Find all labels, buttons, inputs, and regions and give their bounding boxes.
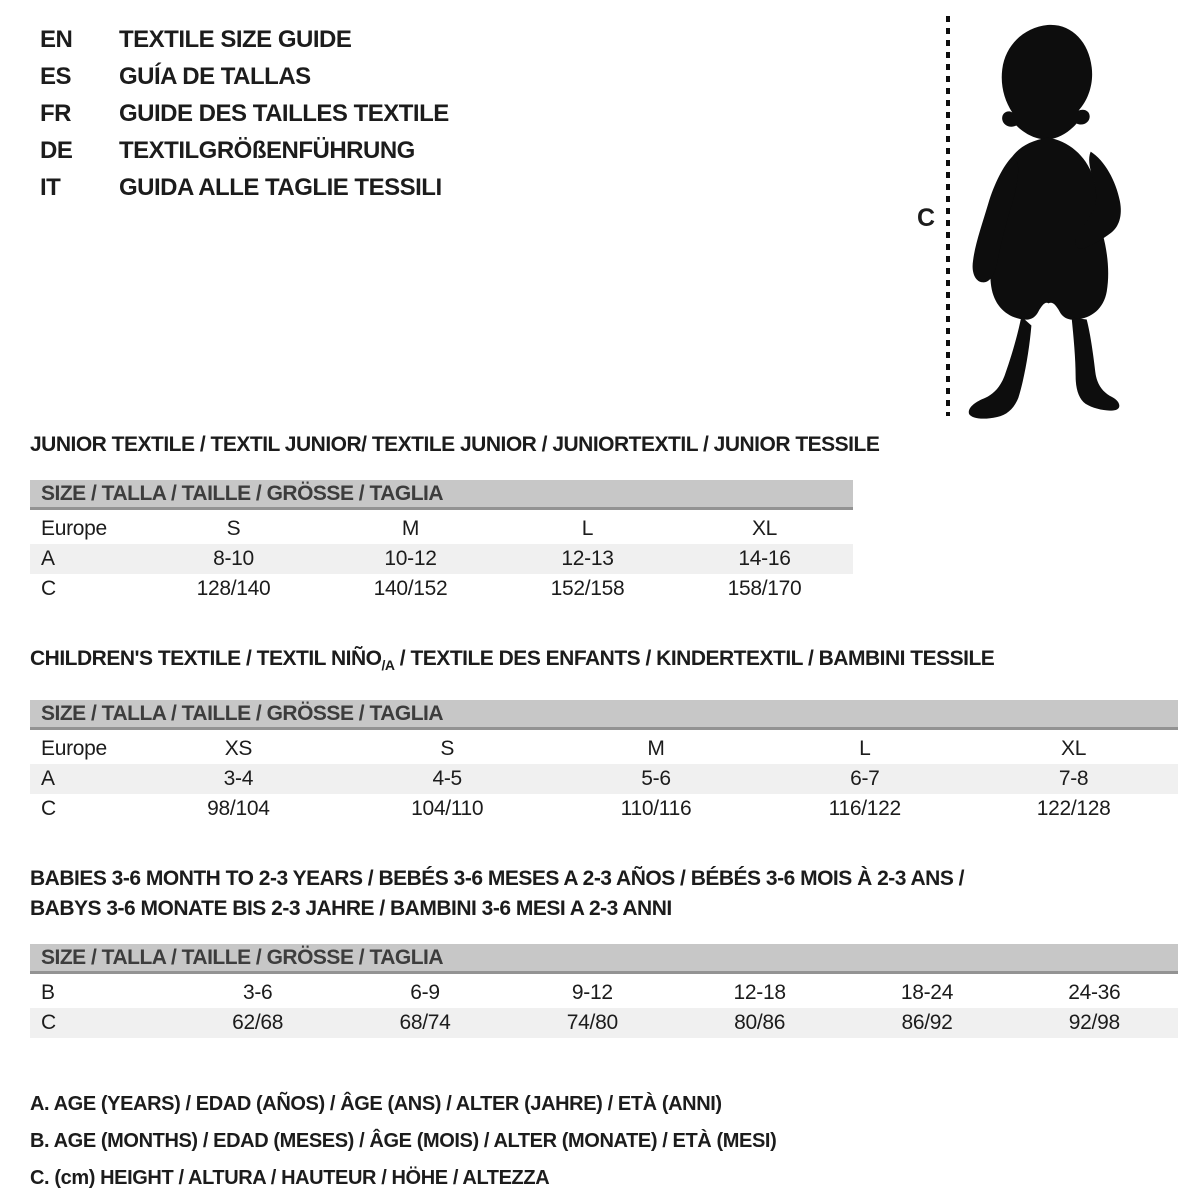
- size-value: S: [440, 737, 455, 761]
- section-title-text: JUNIOR TEXTILE / TEXTIL JUNIOR/ TEXTILE JUNIOR / JUNIORTEXTIL / JUNIOR TESSILE: [30, 433, 880, 456]
- language-row: [40, 63, 449, 100]
- size-value: 10-12: [384, 547, 437, 570]
- legend-line: B. AGE (MONTHS) / EDAD (MESES) / ÂGE (MOIS) / ALTER (MONATE) / ETÀ (MESI): [30, 1130, 777, 1153]
- size-table: [30, 514, 853, 604]
- language-code: EN: [40, 26, 73, 53]
- table-row: [30, 734, 1178, 764]
- size-value: L: [581, 517, 594, 540]
- row-label: A: [41, 767, 55, 791]
- size-value: 8-10: [213, 547, 254, 570]
- legend-line: C. (cm) HEIGHT / ALTURA / HAUTEUR / HÖHE / ALTEZZA: [30, 1167, 550, 1190]
- size-value: 12-13: [561, 547, 614, 570]
- size-value: 9-12: [571, 981, 613, 1005]
- height-figure: [880, 0, 1180, 432]
- size-value: 110/116: [620, 797, 692, 821]
- size-value: 80/86: [734, 1011, 786, 1035]
- section-title-line: [30, 864, 1178, 894]
- size-value: 3-4: [223, 767, 254, 791]
- language-row: [40, 174, 449, 211]
- size-value: 6-9: [410, 981, 440, 1005]
- size-value: 116/122: [828, 797, 901, 821]
- size-value: 12-18: [733, 981, 786, 1005]
- size-value: 14-16: [738, 547, 791, 570]
- language-code: ES: [40, 63, 72, 90]
- size-value: 74/80: [566, 1011, 618, 1035]
- row-label: A: [41, 547, 55, 570]
- size-section: [30, 864, 1178, 1038]
- size-section: [30, 430, 1178, 604]
- section-title-text: BABIES 3-6 MONTH TO 2-3 YEARS / BEBÉS 3-6 MESES A 2-3 AÑOS / BÉBÉS 3-6 MOIS À 2-3 ANS /: [30, 867, 965, 891]
- size-value: 62/68: [232, 1011, 284, 1035]
- section-title-text: / TEXTILE DES ENFANTS / KINDERTEXTIL / BAMBINI TESSILE: [394, 647, 995, 670]
- size-value: 158/170: [727, 577, 802, 600]
- size-value: S: [226, 517, 241, 540]
- size-value: 3-6: [242, 981, 273, 1005]
- size-value: M: [647, 737, 665, 761]
- table-row: [30, 764, 1178, 794]
- language-title: GUÍA DE TALLAS: [119, 63, 311, 90]
- table-row: [30, 544, 853, 574]
- legend: [30, 1086, 1178, 1197]
- size-value: 86/92: [901, 1011, 953, 1035]
- size-table: [30, 734, 1178, 824]
- size-value: 152/158: [550, 577, 625, 600]
- row-label: C: [41, 577, 56, 600]
- size-header-bar: SIZE / TALLA / TAILLE / GRÖSSE / TAGLIA: [30, 480, 853, 510]
- section-title-text: /A: [381, 657, 395, 674]
- size-section: [30, 644, 1178, 824]
- size-value: 24-36: [1068, 981, 1121, 1005]
- language-title: TEXTILE SIZE GUIDE: [119, 26, 352, 53]
- size-value: 68/74: [399, 1011, 451, 1035]
- size-value: L: [859, 737, 871, 761]
- section-title: [30, 430, 1178, 460]
- row-label: C: [41, 797, 56, 821]
- size-value: 98/104: [207, 797, 270, 821]
- row-label: Europe: [41, 517, 107, 540]
- language-title: GUIDA ALLE TAGLIE TESSILI: [119, 174, 442, 201]
- section-title-line: [30, 644, 1178, 680]
- size-header-bar: SIZE / TALLA / TAILLE / GRÖSSE / TAGLIA: [30, 700, 1178, 730]
- legend-line: A. AGE (YEARS) / EDAD (AÑOS) / ÂGE (ANS) / ALTER (JAHRE) / ETÀ (ANNI): [30, 1093, 722, 1116]
- language-code: IT: [40, 174, 61, 201]
- language-row: [40, 137, 449, 174]
- language-title: GUIDE DES TAILLES TEXTILE: [119, 100, 449, 127]
- size-value: 128/140: [196, 577, 271, 600]
- size-value: 92/98: [1068, 1011, 1120, 1035]
- section-title-text: CHILDREN'S TEXTILE / TEXTIL NIÑO: [30, 647, 382, 670]
- size-value: XL: [1061, 737, 1087, 761]
- row-label: C: [41, 1011, 56, 1035]
- section-title: [30, 644, 1178, 680]
- language-title: TEXTILGRÖßENFÜHRUNG: [119, 137, 415, 164]
- size-value: 6-7: [850, 767, 880, 791]
- size-header-bar: SIZE / TALLA / TAILLE / GRÖSSE / TAGLIA: [30, 944, 1178, 974]
- height-measure-label: C: [917, 204, 936, 232]
- section-title-line: [30, 894, 1178, 924]
- size-value: 4-5: [432, 767, 462, 791]
- language-code: DE: [40, 137, 73, 164]
- language-code: FR: [40, 100, 71, 127]
- size-value: 18-24: [900, 981, 954, 1005]
- table-row: [30, 574, 853, 604]
- table-row: [30, 514, 853, 544]
- row-label: Europe: [41, 737, 107, 761]
- size-value: M: [401, 517, 420, 540]
- section-title-line: [30, 430, 1178, 460]
- language-row: [40, 26, 449, 63]
- height-dashed-line: [946, 16, 950, 416]
- language-row: [40, 100, 449, 137]
- size-value: XL: [751, 517, 778, 540]
- toddler-silhouette-icon: [964, 20, 1140, 422]
- row-label: B: [41, 981, 55, 1005]
- section-title: [30, 864, 1178, 924]
- size-value: XS: [224, 737, 253, 761]
- size-table: [30, 978, 1178, 1038]
- size-value: 7-8: [1058, 767, 1089, 791]
- size-value: 122/128: [1036, 797, 1111, 821]
- size-tables: [30, 430, 1178, 1197]
- size-value: 140/152: [373, 577, 448, 600]
- table-row: [30, 1008, 1178, 1038]
- size-value: 104/110: [411, 797, 484, 821]
- table-row: [30, 794, 1178, 824]
- language-title-list: [40, 26, 449, 211]
- table-row: [30, 978, 1178, 1008]
- size-value: 5-6: [641, 767, 671, 791]
- section-title-text: BABYS 3-6 MONATE BIS 2-3 JAHRE / BAMBINI 3-6 MESI A 2-3 ANNI: [30, 897, 672, 921]
